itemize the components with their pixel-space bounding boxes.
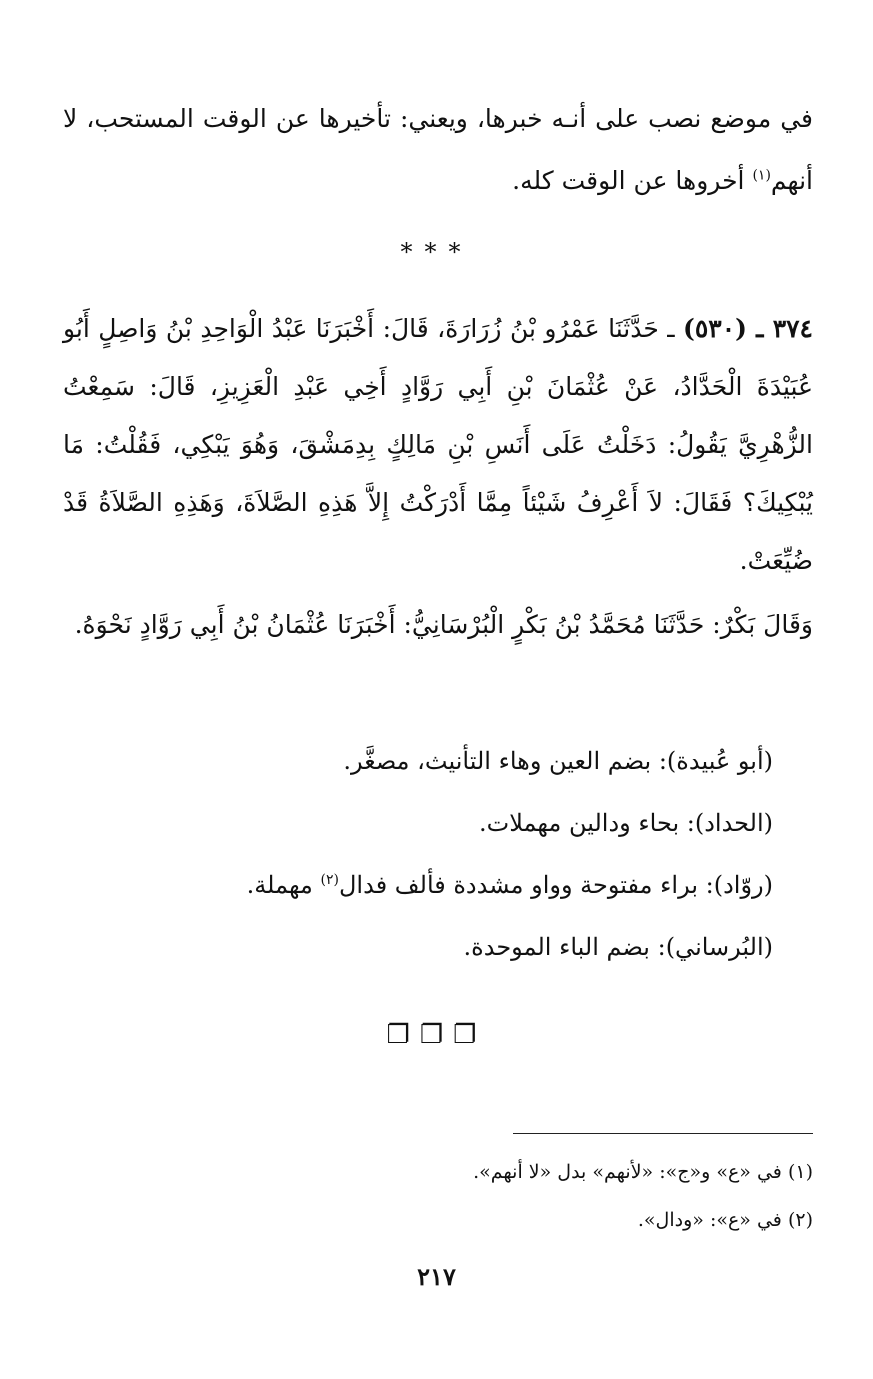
section-separator-stars: *** [400,238,473,266]
hadith-number: ٣٧٤ ـ (٥٣٠) [683,314,813,343]
footnote-2 [63,1196,813,1244]
hadith-text-line [63,300,813,590]
note-abu-ubayda: (أبو عُبيدة): بضم العين وهاء التأنيث، مصغَّر. [343,747,773,775]
note-bursani: (البُرساني): بضم الباء الموحدة. [463,933,773,961]
note-rawwad-part2: مهملة. [246,871,321,899]
footnote-1 [63,1148,813,1196]
bakr-paragraph [63,596,813,654]
intro-text [63,88,813,212]
footnote-2-text: في «ع»: «ودال». [637,1209,782,1231]
hadith-text: ـ حَدَّثَنَا عَمْرُو بْنُ زُرَارَةَ، قَالَ: أَخْبَرَنَا عَبْدُ الْوَاحِدِ بْنُ وَاصِلٍ أَبُو عُبَيْدَةَ الْحَدَّادُ، عَنْ عُثْمَانَ بْنِ أَبِي رَوَّادٍ أَخِي عَبْدِ الْعَزِيزِ، قَالَ: سَمِعْتُ الزُّهْرِيَّ يَقُولُ: دَخَلْتُ عَلَى أَنَسِ بْنِ مَالِكٍ بِدِمَشْقَ، وَهُوَ يَبْكِي، فَقُلْتُ: مَا يُبْكِيكَ؟ فَقَالَ: لاَ أَعْرِفُ شَيْئاً مِمَّا أَدْرَكْتُ إِلاَّ هَذِهِ الصَّلاَةَ، وَهَذِهِ الصَّلاَةُ قَدْ ضُيِّعَتْ. [63,314,813,575]
explanatory-notes [73,730,773,978]
footnote-2-number: (٢) [787,1209,813,1231]
intro-paragraph [63,88,813,212]
note-haddad: (الحداد): بحاء ودالين مهملات. [479,809,773,837]
intro-text-part1: في موضع نصب على أنـه خبرها، ويعني: تأخيرها عن الوقت المستحب، لا أنهم [63,104,813,195]
footnote-divider [513,1133,813,1134]
page-number: ٢١٧ [417,1262,456,1291]
end-of-section-squares: ❐❐❐ [386,1020,487,1050]
footnote-1-number: (١) [787,1161,813,1183]
note-rawwad [73,854,773,916]
footnotes [63,1148,813,1244]
bakr-text: وَقَالَ بَكْرٌ: حَدَّثَنَا مُحَمَّدُ بْنُ بَكْرٍ الْبُرْسَانِيُّ: أَخْبَرَنَا عُثْمَانُ بْنُ أَبِي رَوَّادٍ نَحْوَهُ. [74,610,813,639]
intro-text-part2: أخروها عن الوقت كله. [512,166,753,195]
note-rawwad-part1: (روّاد): براء مفتوحة وواو مشددة فألف فدال [338,871,773,899]
footnote-mark-1: (١) [752,167,771,184]
hadith-paragraph [63,300,813,590]
footnote-mark-2: (٢) [320,872,339,888]
footnote-1-text: في «ع» و«ج»: «لأنهم» بدل «لا أنهم». [473,1161,782,1183]
